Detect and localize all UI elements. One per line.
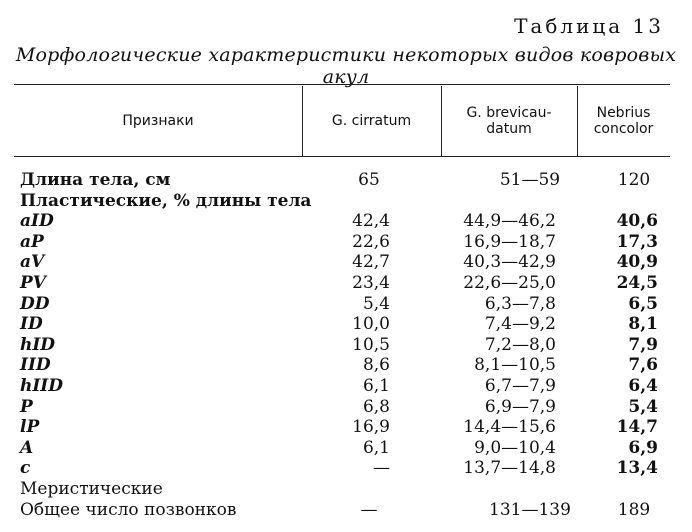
value-g-cirratum: 6,1 [362, 437, 390, 458]
header-rule [14, 156, 670, 157]
value-nebrius-concolor: 7,6 [628, 355, 658, 376]
value-g-brevicaudatum: 16,9—18,7 [463, 231, 556, 252]
table-row [14, 211, 670, 231]
table-row [14, 232, 670, 252]
row-label: P [20, 396, 33, 417]
table-row [14, 458, 670, 478]
value-nebrius-concolor: 6,9 [628, 437, 658, 458]
row-label: PV [20, 273, 46, 293]
value-g-brevicaudatum: 44,9—46,2 [463, 211, 556, 232]
value-g-cirratum: 22,6 [352, 231, 390, 252]
table-row [14, 191, 670, 211]
row-label: hID [20, 334, 56, 355]
value-g-cirratum: 65 [358, 170, 380, 190]
row-label: DD [20, 293, 50, 314]
table-row [14, 438, 670, 458]
value-nebrius-concolor: 7,9 [628, 334, 658, 355]
header-g-cirratum: G. cirratum [331, 113, 412, 129]
header-nebrius-concolor: Nebrius concolor [593, 105, 654, 137]
value-nebrius-concolor: 8,1 [628, 314, 658, 335]
value-g-cirratum: 10,5 [352, 334, 390, 355]
row-label: A [20, 437, 34, 458]
value-g-brevicaudatum: 51—59 [499, 170, 561, 190]
value-g-brevicaudatum: 13,7—14,8 [463, 458, 556, 479]
table-row [14, 294, 670, 314]
row-label: IID [20, 355, 51, 376]
value-nebrius-concolor: 13,4 [616, 458, 658, 479]
value-nebrius-concolor: 14,7 [616, 417, 658, 438]
top-rule [14, 84, 670, 85]
value-g-brevicaudatum: 7,2—8,0 [484, 334, 556, 355]
table-row [14, 376, 670, 396]
table-row [14, 252, 670, 272]
value-nebrius-concolor: 40,6 [616, 211, 658, 232]
table-row [14, 335, 670, 355]
value-g-cirratum: 42,4 [352, 211, 390, 232]
value-g-cirratum: 8,6 [362, 355, 390, 376]
table-row [14, 500, 670, 520]
value-nebrius-concolor: 17,3 [616, 231, 658, 252]
value-g-brevicaudatum: 9,0—10,4 [474, 437, 556, 458]
value-g-brevicaudatum: 8,1—10,5 [474, 355, 556, 376]
value-g-cirratum: 23,4 [352, 273, 390, 293]
header-feature: Признаки [122, 113, 194, 129]
table-row [14, 479, 670, 499]
value-g-brevicaudatum: 7,4—9,2 [484, 314, 556, 335]
row-label: aP [20, 231, 44, 252]
value-nebrius-concolor: 5,4 [628, 396, 658, 417]
value-nebrius-concolor: 40,9 [616, 252, 658, 273]
row-label: c [20, 458, 31, 479]
table-row [14, 314, 670, 334]
row-label: ID [20, 314, 43, 335]
value-g-brevicaudatum: 131—139 [489, 499, 571, 520]
value-g-brevicaudatum: 6,9—7,9 [484, 396, 556, 417]
value-g-brevicaudatum: 6,7—7,9 [484, 376, 556, 396]
value-g-brevicaudatum: 22,6—25,0 [463, 273, 556, 293]
table-number: Таблица 13 [514, 14, 664, 38]
row-label: Общее число позвонков [20, 499, 237, 520]
value-g-cirratum: 16,9 [352, 417, 390, 438]
value-g-cirratum: 42,7 [352, 252, 390, 273]
value-g-cirratum: 10,0 [352, 314, 390, 335]
value-nebrius-concolor: 24,5 [616, 273, 658, 293]
row-label: Пластические, % длины тела [20, 190, 312, 211]
value-g-cirratum: 6,8 [362, 396, 390, 417]
value-g-cirratum: 6,1 [362, 376, 390, 396]
value-nebrius-concolor: 120 [617, 170, 651, 190]
table-row [14, 417, 670, 437]
row-label: aV [20, 252, 45, 273]
row-label: aID [20, 211, 54, 232]
value-nebrius-concolor: 6,5 [628, 293, 658, 314]
row-label: lP [20, 417, 40, 438]
value-nebrius-concolor: 189 [617, 499, 651, 520]
table-row [14, 273, 670, 293]
row-label: hIID [20, 376, 64, 396]
value-g-brevicaudatum: 40,3—42,9 [463, 252, 556, 273]
header-g-brevicaudatum: G. brevicau- datum [466, 105, 552, 137]
value-nebrius-concolor: 6,4 [628, 376, 658, 396]
value-g-cirratum: — [373, 458, 390, 479]
value-g-brevicaudatum: 6,3—7,8 [484, 293, 556, 314]
table-caption: Морфологические характеристики некоторых видов ковровых акул [15, 44, 677, 88]
row-label: Длина тела, см [20, 170, 171, 190]
value-g-brevicaudatum: 14,4—15,6 [463, 417, 556, 438]
table-row [14, 355, 670, 375]
value-g-cirratum: — [360, 499, 378, 520]
table-row [14, 170, 670, 190]
row-label: Меристические [20, 479, 163, 499]
table-row [14, 397, 670, 417]
value-g-cirratum: 5,4 [362, 293, 390, 314]
